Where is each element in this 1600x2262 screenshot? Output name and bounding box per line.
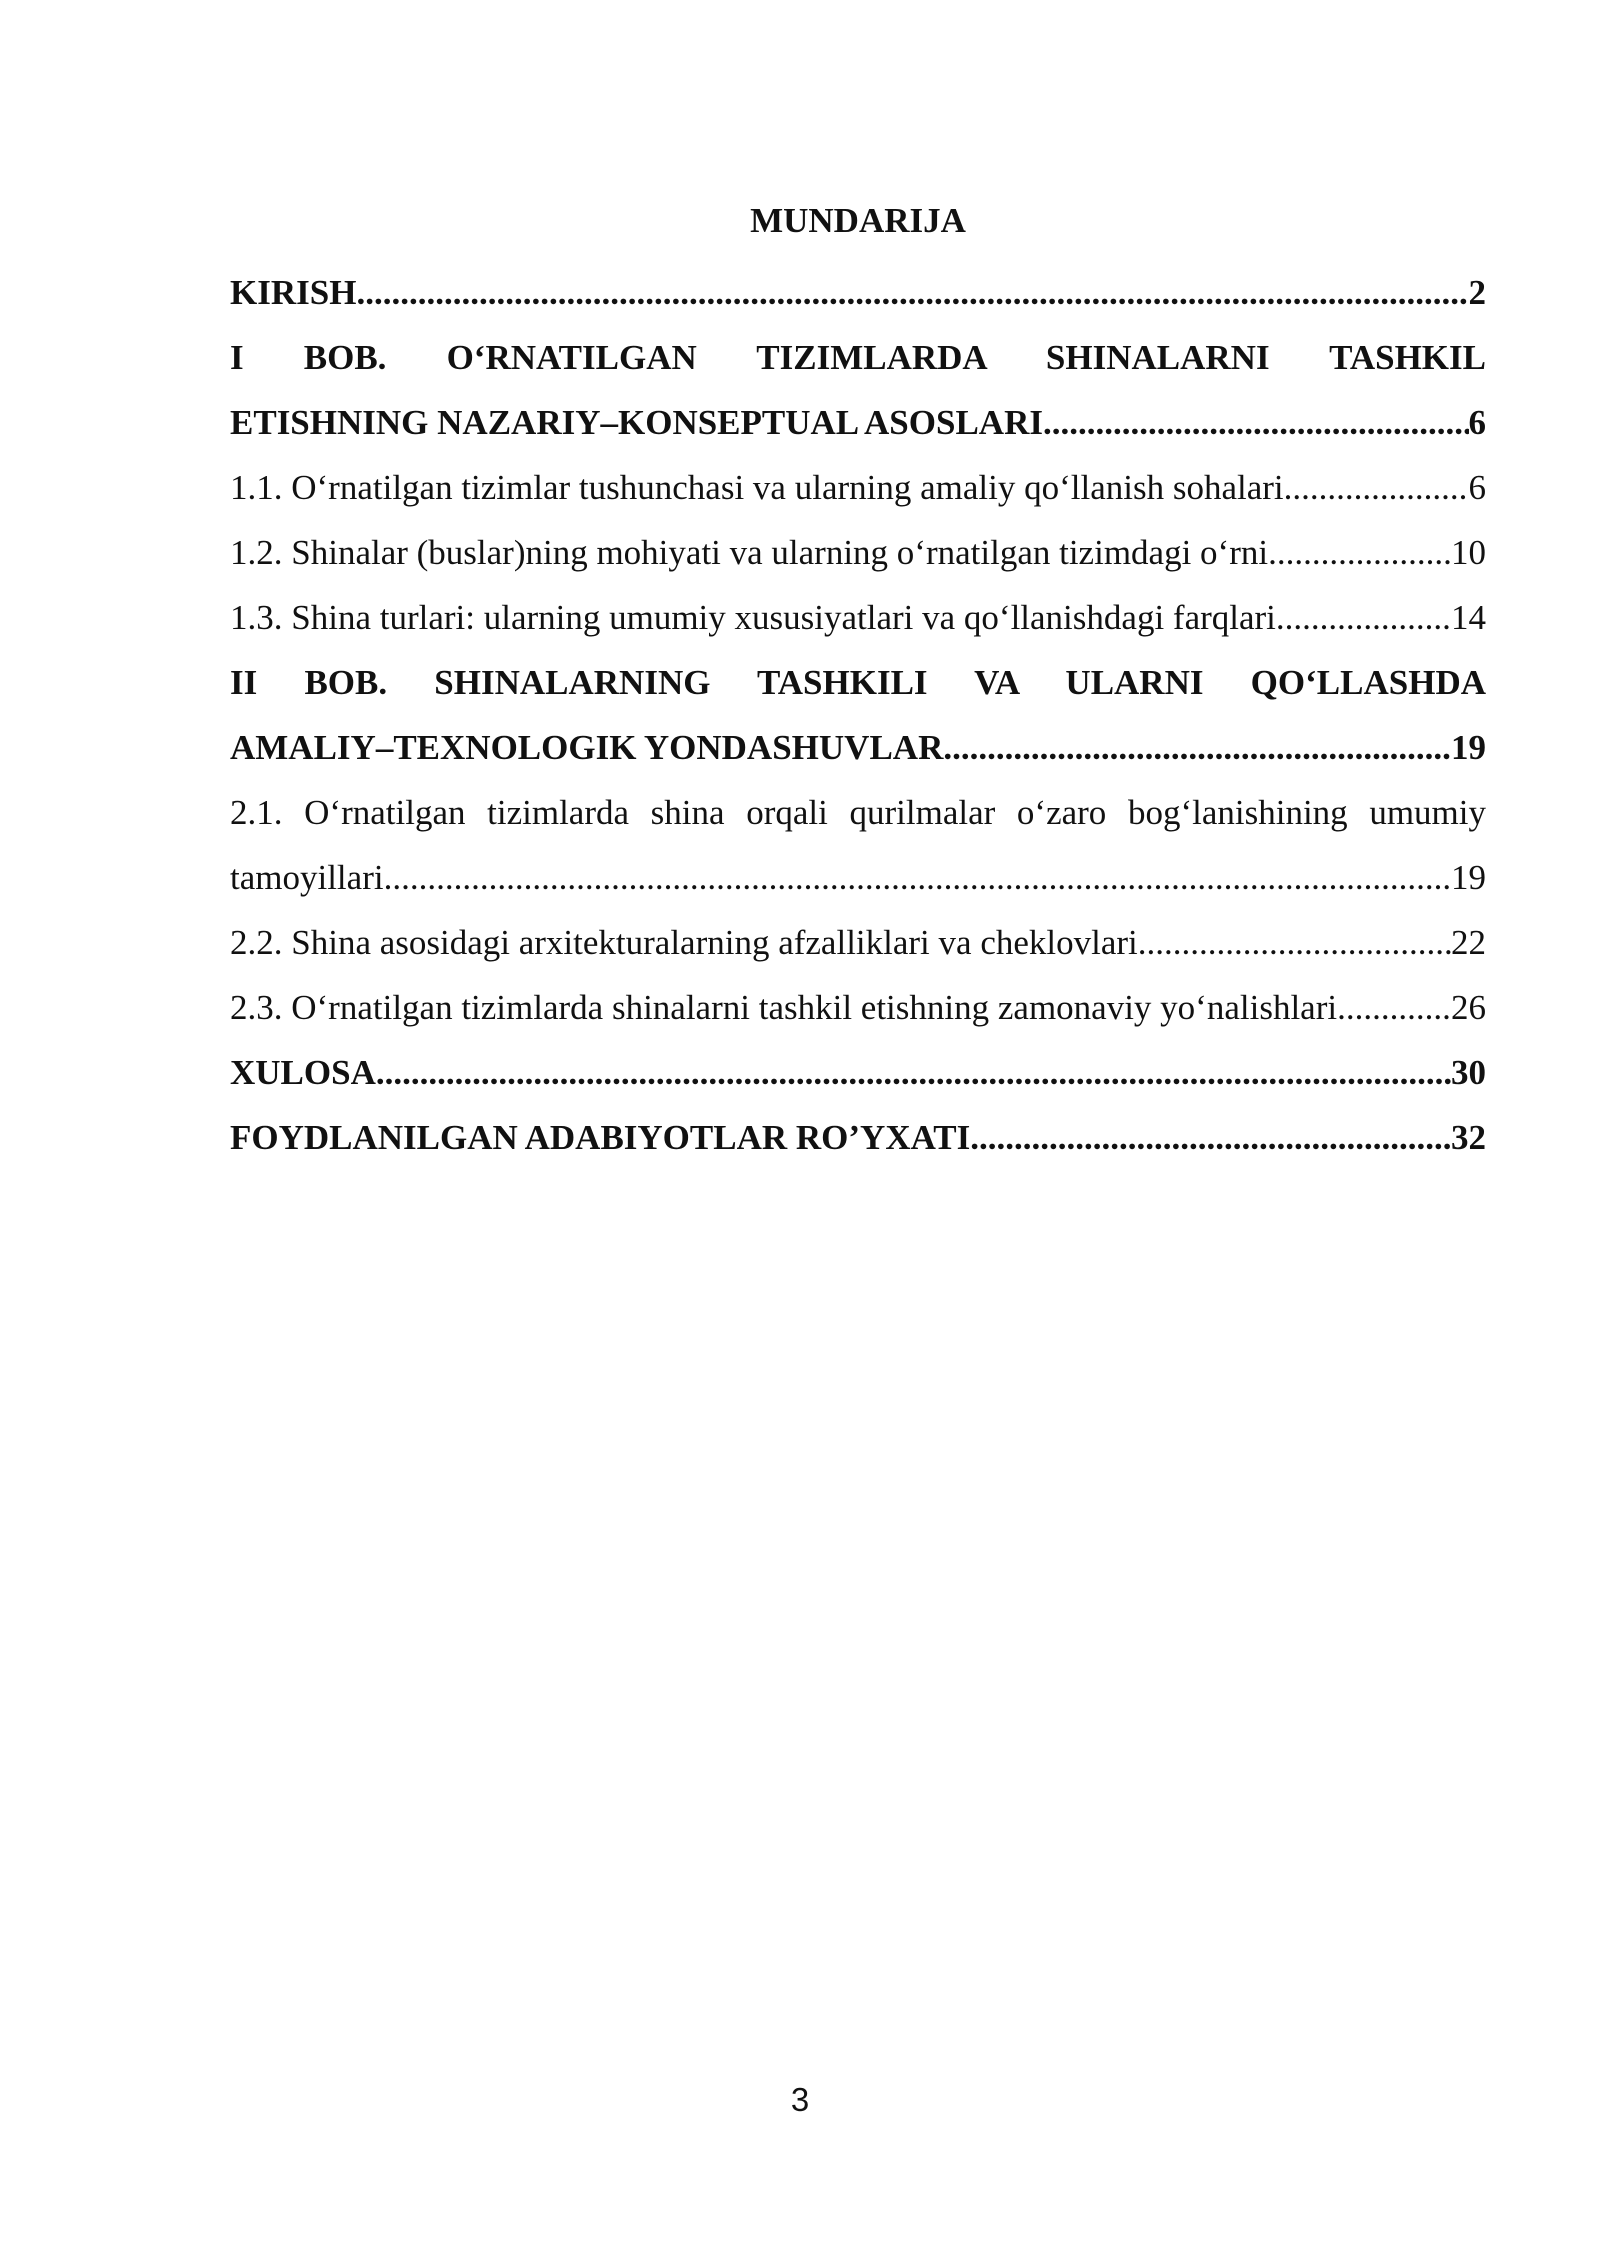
dot-leader [1276, 585, 1451, 650]
toc-page-number: 32 [1451, 1118, 1486, 1157]
toc-entry-last-line [230, 260, 1486, 325]
toc-entry-line: I BOB. O‘RNATILGAN TIZIMLARDA SHINALARNI TASHKIL [230, 338, 1486, 377]
toc-entry-last-line [230, 1105, 1486, 1170]
toc-entry[interactable] [230, 975, 1486, 1040]
toc-entry-last-line [230, 585, 1486, 650]
toc-page-number: 30 [1451, 1053, 1486, 1092]
toc-entry[interactable] [230, 325, 1486, 455]
toc-page-number: 6 [1468, 403, 1486, 442]
toc-page-number: 19 [1451, 728, 1486, 767]
toc-title: MUNDARIJA [750, 201, 966, 240]
toc-entry-title: AMALIY–TEXNOLOGIK YONDASHUVLAR [230, 728, 944, 767]
toc-entry-last-line [230, 1040, 1486, 1105]
toc-entry-title: 1.1. O‘rnatilgan tizimlar tushunchasi va ularning amaliy qo‘llanish sohalari [230, 468, 1284, 507]
toc-entry-title: tamoyillari [230, 858, 384, 897]
dot-leader [970, 1105, 1451, 1170]
toc-entry[interactable] [230, 1105, 1486, 1170]
toc-entry-title: FOYDLANILGAN ADABIYOTLAR RO’YXATI [230, 1118, 971, 1157]
dot-leader [384, 845, 1451, 910]
dot-leader [1337, 975, 1451, 1040]
toc-entry-last-line [230, 845, 1486, 910]
dot-leader [943, 715, 1451, 780]
dot-leader [1284, 455, 1469, 520]
toc-entry[interactable] [230, 520, 1486, 585]
toc-entry-title: 1.3. Shina turlari: ularning umumiy xususiyatlari va qo‘llanishdagi farqlari [230, 598, 1276, 637]
toc-entry[interactable] [230, 585, 1486, 650]
toc-entry[interactable] [230, 455, 1486, 520]
toc-page-number: 26 [1451, 988, 1486, 1027]
toc-entry-title: ETISHNING NAZARIY–KONSEPTUAL ASOSLARI [230, 403, 1043, 442]
toc-entry[interactable] [230, 910, 1486, 975]
toc-page-number: 22 [1451, 923, 1486, 962]
toc-entry-title: 1.2. Shinalar (buslar)ning mohiyati va ularning o‘rnatilgan tizimdagi o‘rni [230, 533, 1269, 572]
table-of-contents [230, 260, 1486, 1170]
toc-entry[interactable] [230, 650, 1486, 780]
toc-entry-line: 2.1. O‘rnatilgan tizimlarda shina orqali qurilmalar o‘zaro bog‘lanishining umumiy [230, 793, 1486, 832]
toc-page-number: 10 [1451, 533, 1486, 572]
toc-entry-title: KIRISH [230, 273, 357, 312]
dot-leader [1268, 520, 1451, 585]
toc-entry-last-line [230, 520, 1486, 585]
toc-entry-last-line [230, 715, 1486, 780]
toc-page-number: 6 [1468, 468, 1486, 507]
page-number: 3 [790, 2081, 810, 2118]
dot-leader [376, 1040, 1451, 1105]
toc-entry[interactable] [230, 260, 1486, 325]
toc-entry-title: 2.2. Shina asosidagi arxitekturalarning afzalliklari va cheklovlari [230, 923, 1138, 962]
toc-entry-last-line [230, 390, 1486, 455]
dot-leader [1138, 910, 1451, 975]
dot-leader [1043, 390, 1469, 455]
toc-page-number: 2 [1468, 273, 1486, 312]
dot-leader [356, 260, 1468, 325]
toc-entry-last-line [230, 455, 1486, 520]
toc-entry[interactable] [230, 1040, 1486, 1105]
toc-entry-title: 2.3. O‘rnatilgan tizimlarda shinalarni tashkil etishning zamonaviy yo‘nalishlari [230, 988, 1338, 1027]
toc-entry[interactable] [230, 780, 1486, 910]
toc-page-number: 14 [1451, 598, 1486, 637]
toc-page-number: 19 [1451, 858, 1486, 897]
toc-entry-last-line [230, 910, 1486, 975]
toc-entry-title: XULOSA [230, 1053, 376, 1092]
toc-entry-line: II BOB. SHINALARNING TASHKILI VA ULARNI QO‘LLASHDA [230, 663, 1486, 702]
toc-entry-last-line [230, 975, 1486, 1040]
